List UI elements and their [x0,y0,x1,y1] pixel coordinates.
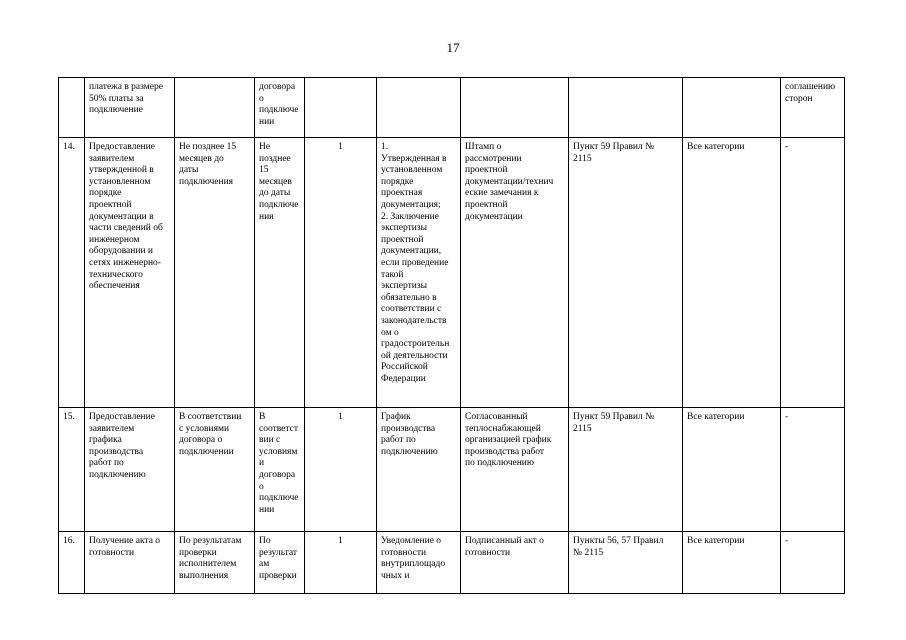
result-cell: Штамп о рассмотрении проектной документации/технич еские замечания к проектной документации [461,138,569,408]
row-number: 15. [59,408,85,532]
customer-term-cell: Не позднее 15 месяцев до даты подключения [175,138,255,408]
action-cell: платежа в размере 50% платы за подключение [85,78,175,138]
contractor-term-cell: договора о подключе нии [255,78,305,138]
quantity-cell [305,78,377,138]
contractor-term-cell: Не позднее 15 месяцев до даты подключе ния [255,138,305,408]
basis-cell: Пункт 59 Правил № 2115 [569,138,683,408]
quantity-cell: 1 [305,532,377,594]
table-row [59,532,845,594]
row-number: 16. [59,532,85,594]
result-cell: Подписанный акт о готовности [461,532,569,594]
quantity-cell: 1 [305,138,377,408]
contractor-term-cell: В соответст вии с условиям и договора о подключе нии [255,408,305,532]
table-row [59,408,845,532]
customer-term-cell [175,78,255,138]
categories-cell: Все категории [683,408,781,532]
documents-cell: 1. Утвержденная в установленном порядке проектная документация; 2. Заключение экспертизы проектной документации, если проведение такой экспертизы обязательно в соответствии с законодательств ом о градостроительн ой деятельности Российской Федерации [377,138,461,408]
basis-cell: Пункты 56, 57 Правил № 2115 [569,532,683,594]
action-cell: Предоставление заявителем утвержденной в установленном порядке проектной документации в части сведений об инженерном оборудовании и сетях инженерно- технического обеспечения [85,138,175,408]
table-row [59,78,845,138]
requirements-table [58,77,845,594]
quantity-cell: 1 [305,408,377,532]
customer-term-cell: По результатам проверки исполнителем выполнения [175,532,255,594]
result-cell: Согласованный теплоснабжающей организацией график производства работ по подключению [461,408,569,532]
action-cell: Предоставление заявителем графика производства работ по подключению [85,408,175,532]
categories-cell: Все категории [683,138,781,408]
customer-term-cell: В соответствии с условиями договора о подключении [175,408,255,532]
note-cell: - [781,138,845,408]
note-cell: - [781,532,845,594]
page-number: 17 [446,40,460,55]
basis-cell: Пункт 59 Правил № 2115 [569,408,683,532]
note-cell: соглашению сторон [781,78,845,138]
categories-cell: Все категории [683,532,781,594]
categories-cell [683,78,781,138]
row-number [59,78,85,138]
contractor-term-cell: По результат ам проверки [255,532,305,594]
documents-cell: График производства работ по подключению [377,408,461,532]
row-number: 14. [59,138,85,408]
action-cell: Получение акта о готовности [85,532,175,594]
table-row [59,138,845,408]
basis-cell [569,78,683,138]
note-cell: - [781,408,845,532]
documents-cell [377,78,461,138]
documents-cell: Уведомление о готовности внутриплощадо чных и [377,532,461,594]
result-cell [461,78,569,138]
